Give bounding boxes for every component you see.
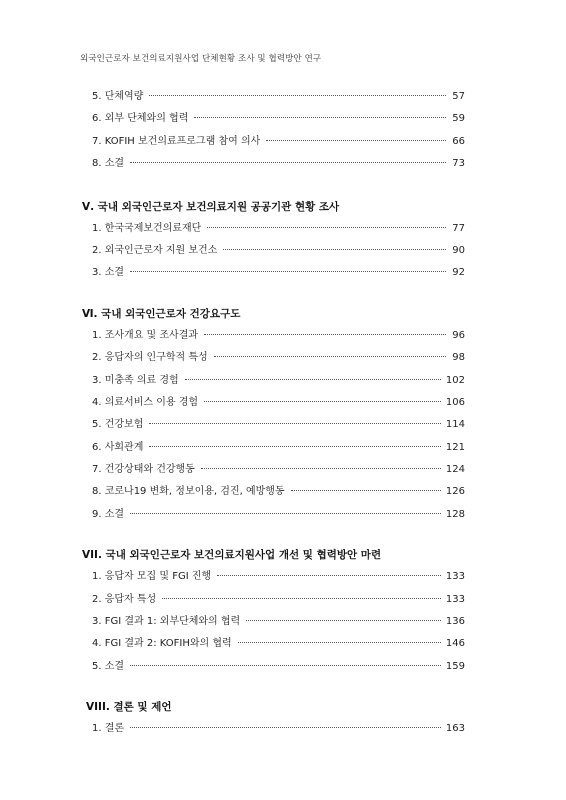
toc-entry-label: 1. 응답자 모집 및 FGI 진행 [92,571,212,583]
dot-leader [149,423,441,424]
toc-entry-label: 9. 소결 [92,508,125,520]
toc-entry-label: 8. 코로나19 변화, 정보이용, 검진, 예방행동 [92,486,285,498]
toc-entry[interactable] [92,108,465,130]
toc-entry[interactable] [92,392,465,414]
toc-entry-page: 136 [445,616,465,628]
toc-entry-label: 7. 건강상태와 건강행동 [92,464,195,476]
running-header: 외국인근로자 보건의료지원사업 단체현황 조사 및 협력방안 연구 [80,54,322,64]
toc-entry-label: 4. 의료서비스 이용 경험 [92,396,199,408]
table-of-contents [0,86,566,741]
toc-entry[interactable] [92,504,465,526]
toc-entry[interactable] [92,566,465,588]
toc-entry-label: 1. 조사개요 및 조사결과 [92,329,199,341]
toc-entry-label: 3. FGI 결과 1: 외부단체와의 협력 [92,616,241,628]
toc-entry[interactable] [92,459,465,481]
toc-entry[interactable] [92,153,465,175]
toc-entry-label: 7. KOFIH 보건의료프로그램 참여 의사 [92,135,261,147]
dot-leader [207,227,446,228]
toc-entry-page: 106 [445,396,465,408]
toc-entry-page: 90 [452,244,465,256]
toc-entry-label: 6. 사회관계 [92,441,144,453]
toc-entry[interactable] [92,633,465,655]
dot-leader [194,117,446,118]
toc-section-vi [0,303,566,527]
toc-entry[interactable] [92,325,465,347]
toc-entry-label: 8. 소결 [92,158,125,170]
toc-entry-page: 92 [452,267,465,279]
toc-entry-label: 1. 한국국제보건의료재단 [92,222,202,234]
dot-leader [201,468,441,469]
toc-entry[interactable] [92,611,465,633]
toc-entry[interactable] [92,370,465,392]
toc-entry-label: 2. 응답자 특성 [92,593,157,605]
toc-entry-label: 5. 단체역량 [92,91,144,102]
dot-leader [185,379,441,380]
toc-entry-page: 114 [445,419,465,431]
toc-entry-page: 73 [452,158,465,170]
dot-leader [217,575,441,576]
toc-entry-label: 5. 소결 [92,660,125,672]
toc-entry-label: 4. FGI 결과 2: KOFIH와의 협력 [92,638,232,650]
toc-section-viii [0,696,566,740]
toc-entry[interactable] [92,262,465,284]
toc-entry-page: 163 [445,723,465,735]
toc-entry[interactable] [92,86,465,108]
toc-entry-page: 102 [445,374,465,386]
dot-leader [214,356,446,357]
toc-entry-label: 1. 결론 [92,723,125,735]
dot-leader [223,249,446,250]
toc-section-title[interactable]: VII. 국내 외국인근로자 보건의료지원사업 개선 및 협력방안 마련 [82,549,382,562]
dot-leader [130,513,441,514]
dot-leader [130,271,446,272]
toc-entry[interactable] [92,589,465,611]
dot-leader [130,665,441,666]
toc-entry-page: 57 [452,91,465,102]
toc-entry[interactable] [92,481,465,503]
toc-section-title[interactable]: Ⅵ. 국내 외국인근로자 건강요구도 [82,307,241,320]
toc-entry-page: 126 [445,486,465,498]
toc-entry[interactable] [92,414,465,436]
toc-entry-page: 146 [445,638,465,650]
toc-section-vii [0,544,566,678]
toc-entry-label: 3. 미충족 의료 경험 [92,374,179,386]
toc-continued-section [0,86,566,176]
toc-entry-label: 5. 건강보험 [92,419,144,431]
toc-entry[interactable] [92,347,465,369]
toc-entry-page: 77 [452,222,465,234]
toc-entry[interactable] [92,718,465,740]
toc-section-v [0,196,566,285]
dot-leader [204,401,441,402]
toc-entry-page: 121 [445,441,465,453]
dot-leader [291,490,441,491]
dot-leader [246,620,441,621]
toc-section-title[interactable]: Ⅴ. 국내 외국인근로자 보건의료지원 공공기관 현황 조사 [82,200,340,213]
toc-section-title[interactable]: VIII. 결론 및 제언 [86,701,172,714]
toc-entry-page: 124 [445,464,465,476]
dot-leader [130,727,441,728]
toc-entry-page: 98 [452,352,465,364]
toc-entry-page: 96 [452,329,465,341]
dot-leader [130,162,446,163]
toc-entry[interactable] [92,218,465,240]
toc-entry[interactable] [92,240,465,262]
toc-entry-label: 3. 소결 [92,267,125,279]
dot-leader [266,140,446,141]
toc-entry[interactable] [92,656,465,678]
toc-entry-page: 128 [445,508,465,520]
toc-entry-page: 59 [452,113,465,125]
toc-entry[interactable] [92,437,465,459]
toc-entry-page: 133 [445,593,465,605]
dot-leader [204,334,446,335]
toc-entry-label: 2. 외국인근로자 지원 보건소 [92,244,218,256]
dot-leader [149,95,446,96]
toc-entry-page: 159 [445,660,465,672]
toc-entry-label: 2. 응답자의 인구학적 특성 [92,352,208,364]
toc-entry[interactable] [92,131,465,153]
toc-entry-page: 66 [452,135,465,147]
toc-entry-label: 6. 외부 단체와의 협력 [92,113,189,125]
toc-entry-page: 133 [445,571,465,583]
dot-leader [162,598,441,599]
dot-leader [238,642,441,643]
dot-leader [149,446,441,447]
